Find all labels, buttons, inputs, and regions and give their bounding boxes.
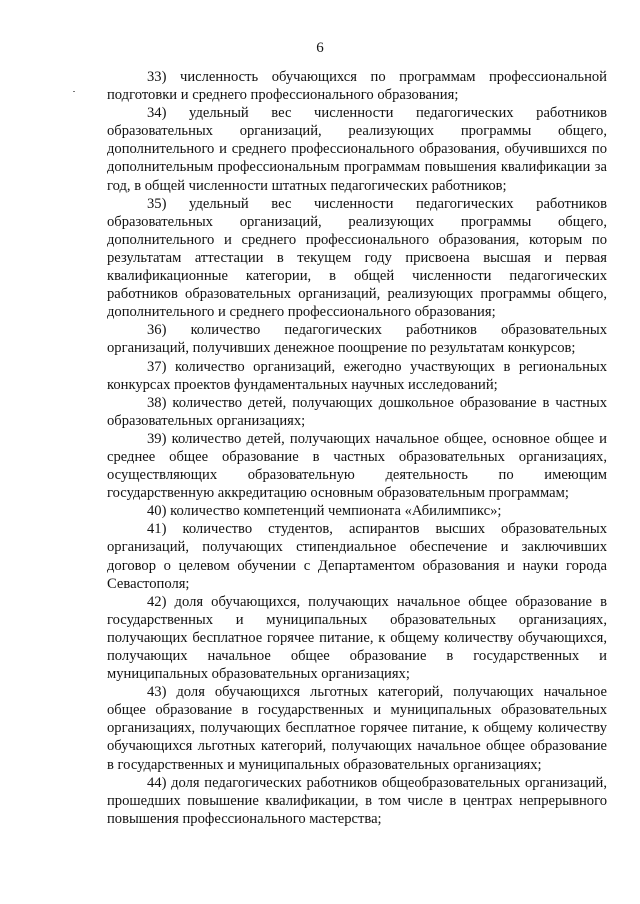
list-item-35: 35) удельный вес численности педагогических работников образовательных организаций, реализующих программы общего, дополнительного и среднего профессионального образования, которым по результатам аттестации в текущем году присвоена высшая и первая квалификационные категории, в общей численности педагогических работников образовательных организаций, реализующих программы общего, дополнительного и среднего профессионального образования;: [107, 195, 607, 321]
list-item-40: 40) количество компетенций чемпионата «Абилимпикс»;: [147, 503, 502, 520]
list-item-37: 37) количество организаций, ежегодно участвующих в региональных конкурсах проектов фундаментальных научных исследований;: [107, 358, 607, 393]
list-item-42: 42) доля обучающихся, получающих начальное общее образование в государственных и муниципальных образовательных организациях, получающих бесплатное горячее питание, к общему количеству обучающихся, получающих начальное общее образование в государственных и муниципальных образовательных организациях;: [107, 593, 607, 683]
list-item-36: 36) количество педагогических работников образовательных организаций, получивших денежное поощрение по результатам конкурсов;: [107, 322, 607, 357]
scan-speck: [73, 91, 75, 92]
list-item-43: 43) доля обучающихся льготных категорий, получающих начальное общее образование в государственных и муниципальных образовательных организациях, получающих бесплатное горячее питание, к общему количеству обучающихся льготных категорий, получающих начальное общее образование в государственных и муниципальных образовательных организациях;: [107, 684, 607, 773]
page-number: 6: [316, 40, 324, 56]
list-item-33: 33) численность обучающихся по программам профессиональной подготовки и среднего профессионального образования;: [107, 69, 607, 104]
list-item-39: 39) количество детей, получающих начальное общее, основное общее и среднее общее образование в частных образовательных организациях, осуществляющих образовательную деятельность по имеющим государственную аккредитацию основным образовательным программам;: [107, 430, 607, 502]
list-item-34: 34) удельный вес численности педагогических работников образовательных организаций, реализующих программы общего, дополнительного и среднего профессионального образования, обучившихся по дополнительным профессиональным программам повышения квалификации за год, в общей численности штатных педагогических работников;: [107, 105, 607, 194]
list-body: [107, 68, 607, 828]
list-item-38: 38) количество детей, получающих дошкольное образование в частных образовательных организациях;: [107, 394, 607, 429]
list-item-44: 44) доля педагогических работников общеобразовательных организаций, прошедших повышение квалификации, в том числе в центрах непрерывного повышения профессионального мастерства;: [107, 774, 607, 827]
list-item-41: 41) количество студентов, аспирантов высших образовательных организаций, получающих стипендиальное обеспечение и заключивших договор о целевом обучении с Департаментом образования и науки города Севастополя;: [107, 521, 607, 592]
